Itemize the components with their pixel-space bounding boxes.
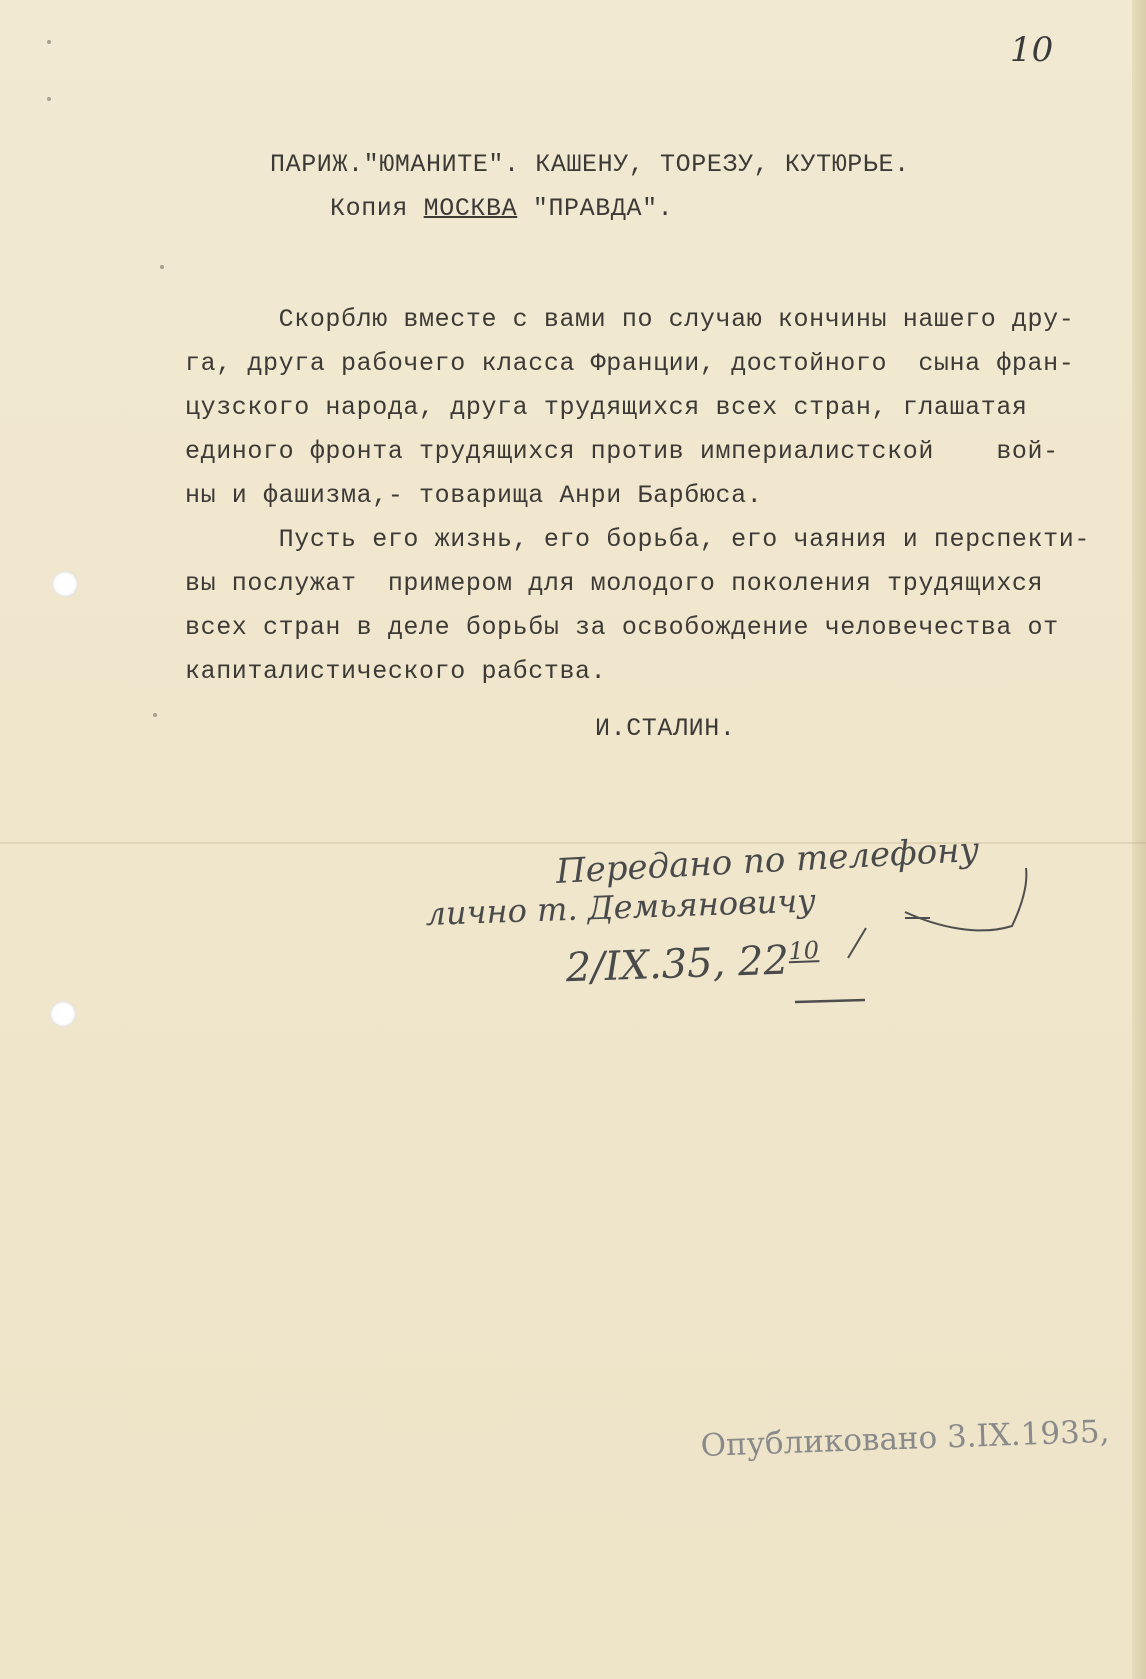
body-line: га, друга рабочего класса Франции, достойного сына фран-: [185, 349, 1075, 378]
handwritten-note-line: Передано по телефону: [555, 829, 981, 892]
body-line: цузского народа, друга трудящихся всех стран, глашатая: [185, 393, 1028, 422]
copy-suffix: "ПРАВДА".: [517, 194, 674, 223]
signature: И.СТАЛИН.: [595, 714, 736, 743]
page-number: 10: [1010, 30, 1054, 70]
handwriting-underline: [795, 1000, 865, 1002]
handwriting-checkmark: [848, 928, 866, 958]
handwritten-note-line: лично т. Демьяновичу: [425, 881, 817, 933]
body-line: Скорблю вместе с вами по случаю кончины нашего дру-: [185, 305, 1075, 334]
handwriting-flourish: [905, 868, 1026, 930]
body-line: вы послужат примером для молодого поколения трудящихся: [185, 569, 1044, 598]
copy-city: МОСКВА: [423, 194, 518, 223]
body-line: капиталистического рабства.: [185, 657, 607, 686]
handwritten-date-minutes: 10: [788, 936, 820, 966]
body-line: единого фронта трудящихся против империалистской вой-: [185, 437, 1059, 466]
body-line: ны и фашизма,- товарища Анри Барбюса.: [185, 481, 763, 510]
handwritten-date-main: 2/IX.35, 22: [565, 937, 790, 992]
body-line: Пусть его жизнь, его борьба, его чаяния и перспекти-: [185, 525, 1090, 554]
addressee-line: ПАРИЖ."ЮМАНИТЕ". КАШЕНУ, ТОРЕЗУ, КУТЮРЬЕ.: [270, 150, 910, 179]
body-line: всех стран в деле борьбы за освобождение человечества от: [185, 613, 1059, 642]
published-pencil-note: Опубликовано 3.IX.1935,: [700, 1413, 1110, 1464]
copy-prefix: Копия: [330, 194, 424, 223]
